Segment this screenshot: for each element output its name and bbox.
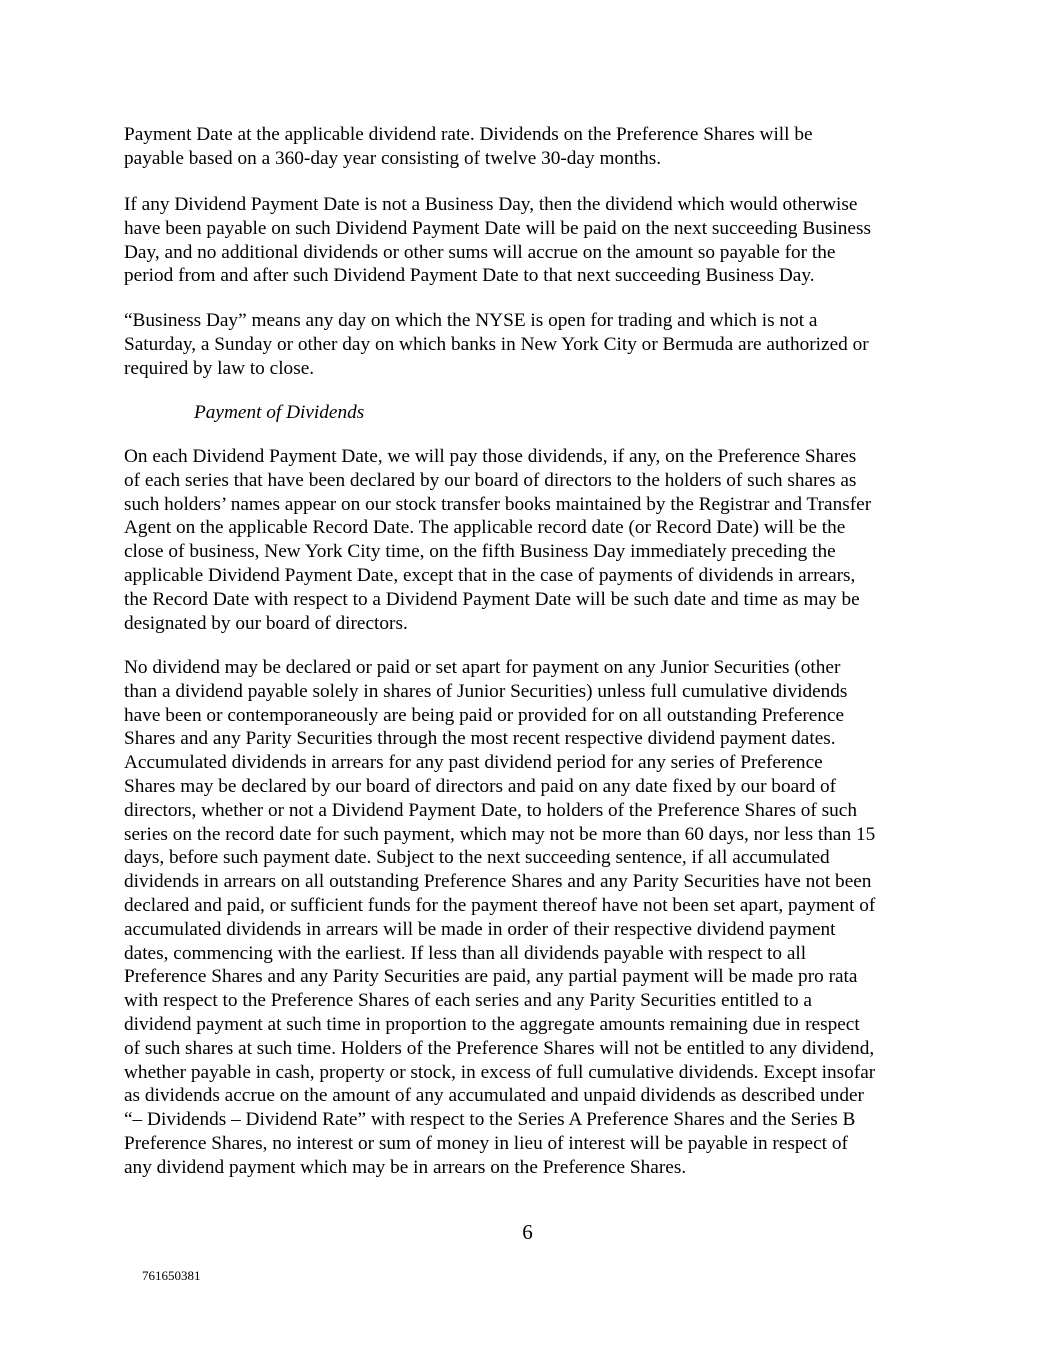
paragraph-business-day-adjustment — [124, 193, 954, 288]
text-line: close of business, New York City time, on the fifth Business Day immediately preceding the — [124, 541, 836, 563]
text-line: dividends in arrears on all outstanding Preference Shares and any Parity Securities have not been — [124, 871, 872, 893]
text-line: directors, whether or not a Dividend Payment Date, to holders of the Preference Shares of such — [124, 799, 857, 821]
text-line: “Business Day” means any day on which the NYSE is open for trading and which is not a — [124, 310, 818, 331]
text-line: days, before such payment date. Subject to the next succeeding sentence, if all accumulated — [124, 847, 830, 869]
text-line: payable based on a 360-day year consisting of twelve 30-day months. — [124, 147, 662, 169]
paragraph-business-day-definition — [124, 309, 954, 380]
text-line: any dividend payment which may be in arrears on the Preference Shares. — [124, 1156, 687, 1178]
text-line: series on the record date for such payment, which may not be more than 60 days, nor less than 15 — [124, 823, 876, 845]
text-line: applicable Dividend Payment Date, except that in the case of payments of dividends in arrears, — [124, 564, 856, 586]
text-line: Agent on the applicable Record Date. The applicable record date (or Record Date) will be the — [124, 517, 846, 539]
text-line: No dividend may be declared or paid or set apart for payment on any Junior Securities (other — [124, 657, 841, 678]
text-line: dates, commencing with the earliest. If less than all dividends payable with respect to all — [124, 942, 807, 964]
paragraph-dividend-restrictions — [124, 656, 954, 1180]
text-line: accumulated dividends in arrears will be made in order of their respective dividend payment — [124, 918, 836, 940]
text-line: period from and after such Dividend Payment Date to that next succeeding Business Day. — [124, 265, 815, 287]
text-line: Payment Date at the applicable dividend rate. Dividends on the Preference Shares will be — [124, 124, 813, 145]
text-line: On each Dividend Payment Date, we will pay those dividends, if any, on the Preference Shares — [124, 446, 857, 467]
text-line: Accumulated dividends in arrears for any past dividend period for any series of Preference — [124, 752, 823, 774]
text-line: with respect to the Preference Shares of each series and any Parity Securities entitled to a — [124, 990, 812, 1012]
text-line: required by law to close. — [124, 357, 315, 379]
text-line: declared and paid, or sufficient funds for the payment thereof have not been set apart, payment of — [124, 894, 876, 916]
text-line: Saturday, a Sunday or other day on which banks in New York City or Bermuda are authorized or — [124, 333, 869, 355]
paragraph-dividend-rate-basis — [124, 123, 954, 171]
text-line: Day, and no additional dividends or other sums will accrue on the amount so payable for the — [124, 241, 836, 263]
document-id: 761650381 — [142, 1268, 201, 1283]
text-line: as dividends accrue on the amount of any accumulated and unpaid dividends as described under — [124, 1085, 864, 1107]
text-line: Shares and any Parity Securities through the most recent respective dividend payment dates. — [124, 728, 836, 750]
text-line: dividend payment at such time in proportion to the aggregate amounts remaining due in respect — [124, 1013, 860, 1035]
text-line: whether payable in cash, property or stock, in excess of full cumulative dividends. Except insofar — [124, 1061, 876, 1083]
text-line: Preference Shares and any Parity Securities are paid, any partial payment will be made pro rata — [124, 966, 858, 988]
text-line: of each series that have been declared by our board of directors to the holders of such shares as — [124, 469, 857, 491]
text-line: designated by our board of directors. — [124, 612, 408, 634]
paragraph-payment-of-dividends — [124, 445, 954, 635]
text-line: have been payable on such Dividend Payment Date will be paid on the next succeeding Business — [124, 217, 871, 239]
text-line: the Record Date with respect to a Dividend Payment Date will be such date and time as may be — [124, 588, 860, 610]
text-line: If any Dividend Payment Date is not a Business Day, then the dividend which would otherwise — [124, 194, 858, 215]
text-line: Preference Shares, no interest or sum of money in lieu of interest will be payable in respect of — [124, 1132, 848, 1154]
section-heading: Payment of Dividends — [194, 402, 365, 423]
text-line: “– Dividends – Dividend Rate” with respect to the Series A Preference Shares and the Series B — [124, 1109, 856, 1131]
text-line: such holders’ names appear on our stock transfer books maintained by the Registrar and Transfer — [124, 493, 872, 515]
page-number: 6 — [522, 1220, 533, 1244]
text-line: Shares may be declared by our board of directors and paid on any date fixed by our board of — [124, 775, 837, 797]
text-line: of such shares at such time. Holders of the Preference Shares will not be entitled to any dividend, — [124, 1037, 875, 1059]
text-line: than a dividend payable solely in shares of Junior Securities) unless full cumulative dividends — [124, 680, 848, 702]
text-line: have been or contemporaneously are being paid or provided for on all outstanding Preference — [124, 704, 845, 726]
